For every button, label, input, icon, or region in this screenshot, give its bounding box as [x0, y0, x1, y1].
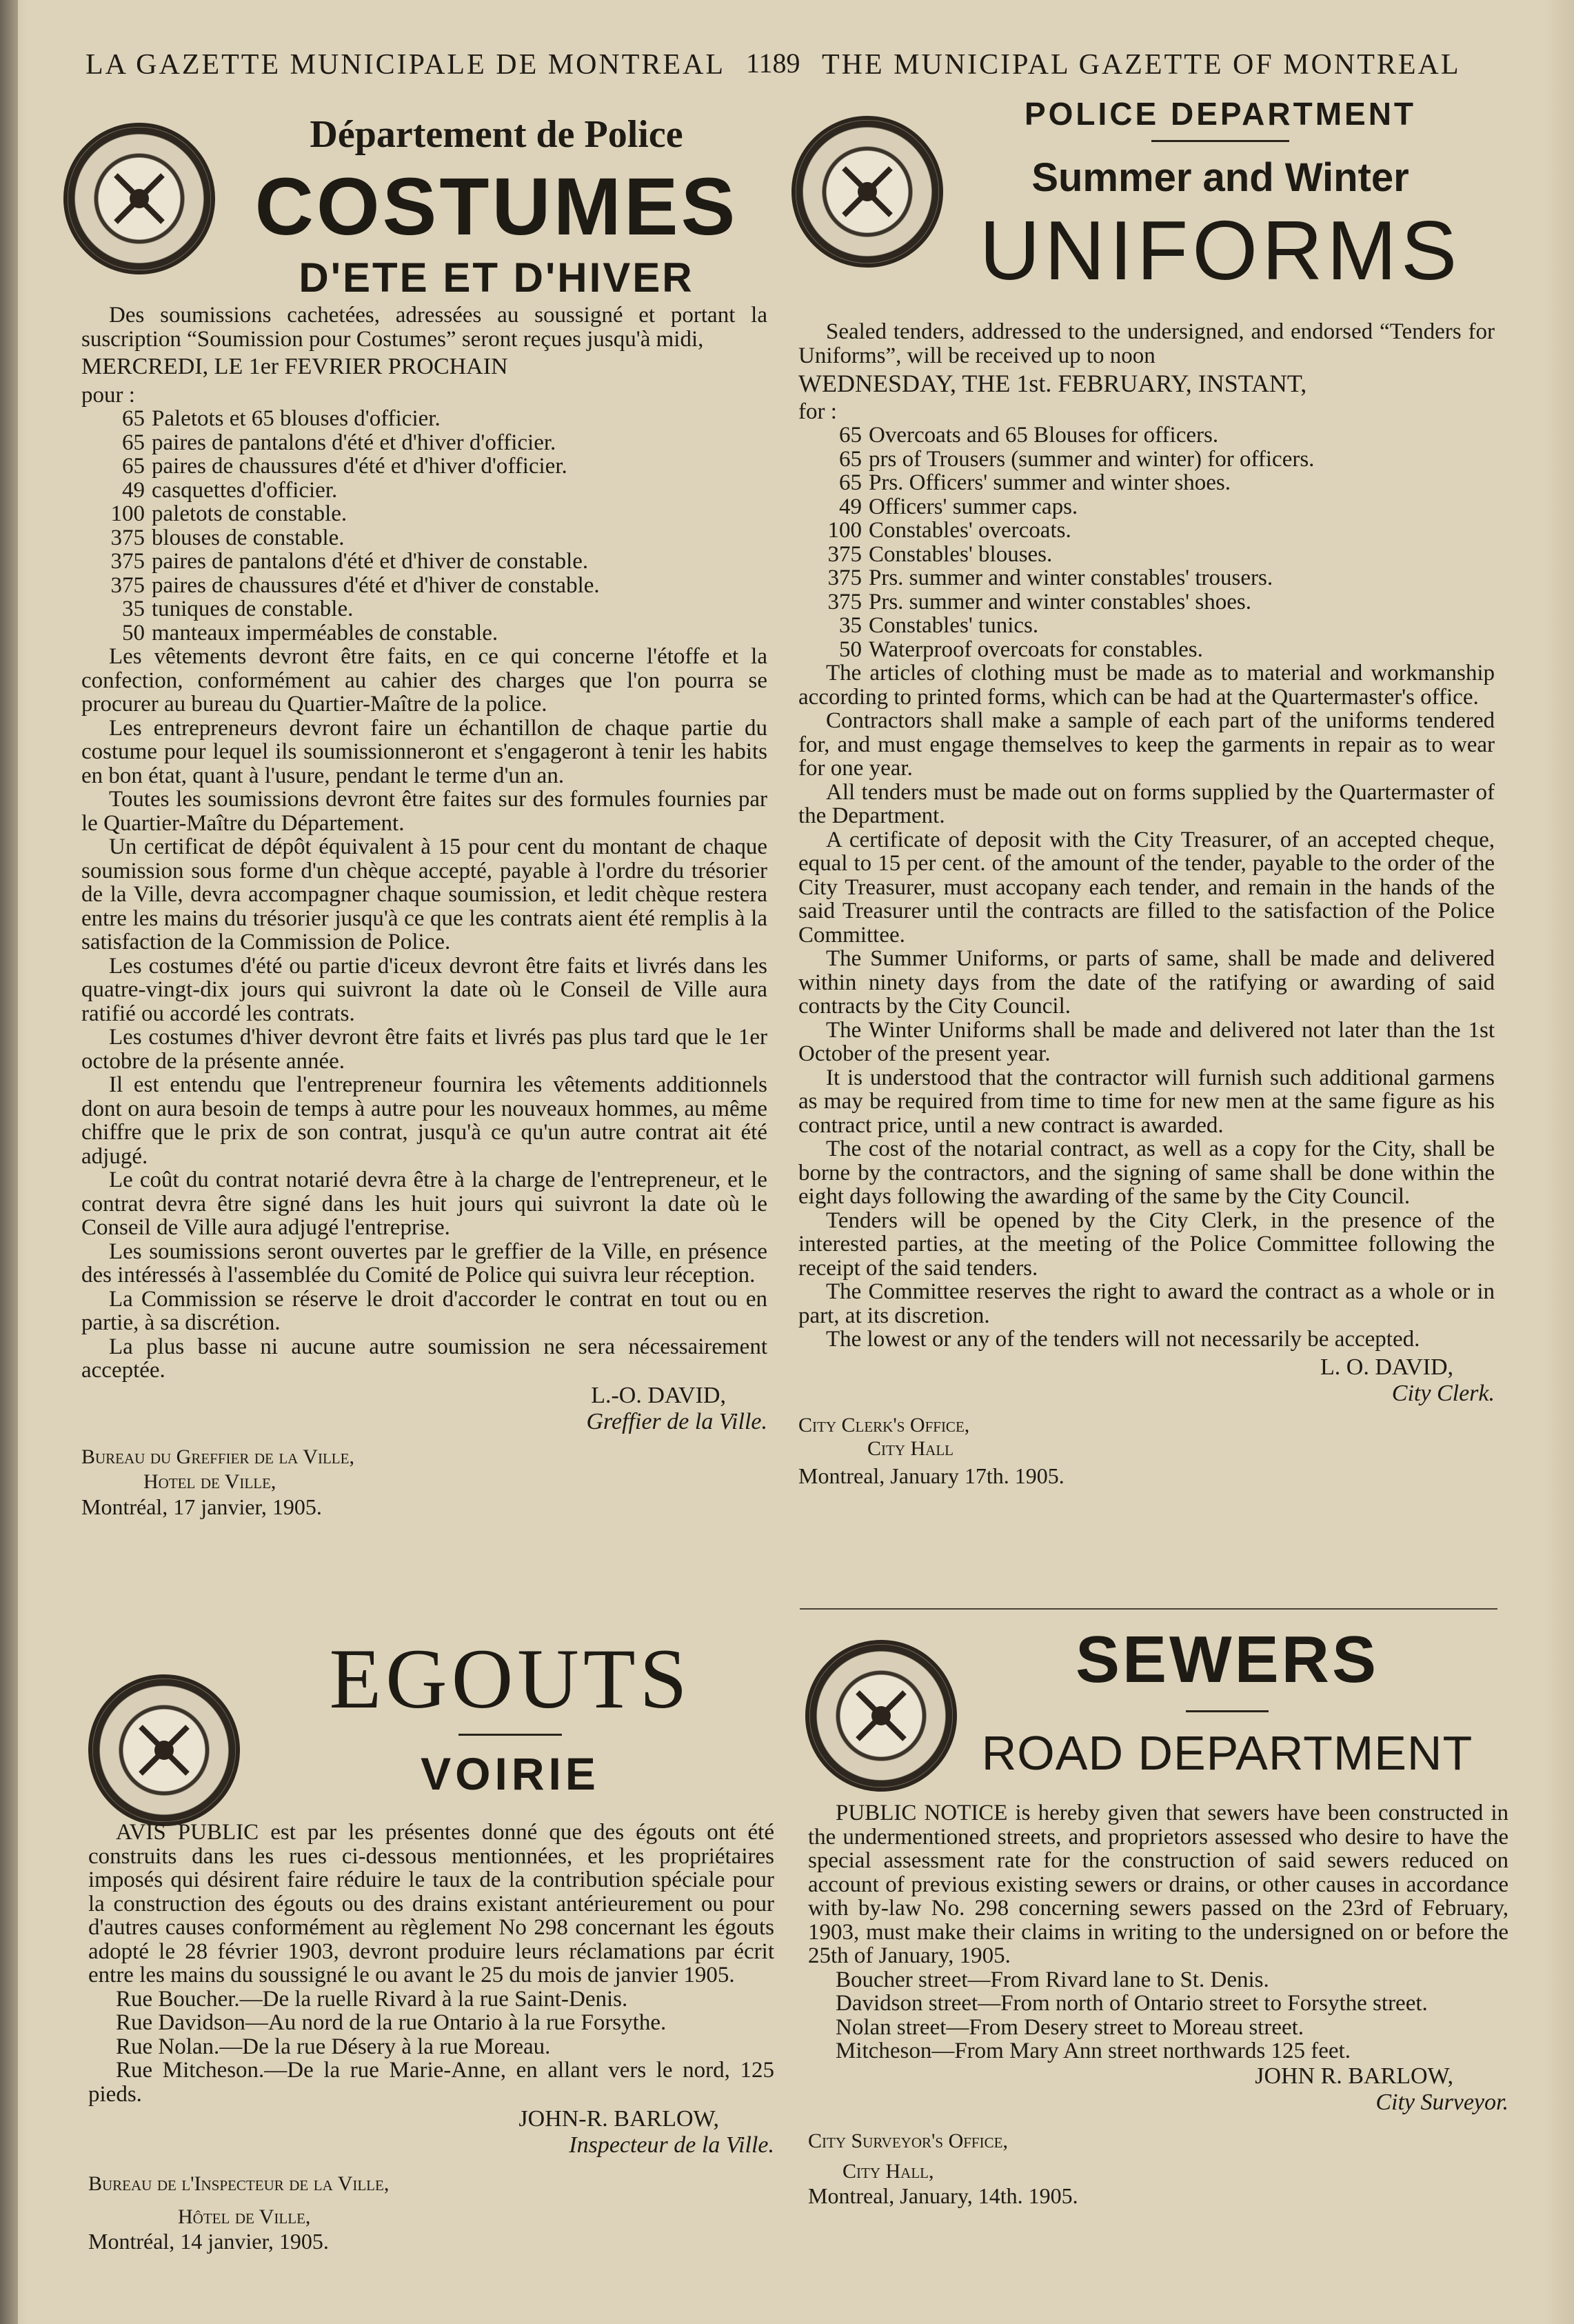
body-paragraph: All tenders must be made out on forms supplied by the Quartermaster of the Department. — [798, 779, 1495, 828]
costumes-title: COSTUMES — [254, 161, 738, 252]
department-title: POLICE DEPARTMENT — [1024, 96, 1417, 132]
list-item: 49 Officers' summer caps. — [839, 494, 1078, 519]
divider-rule — [1151, 140, 1289, 142]
list-item: 65 Prs. Officers' summer and winter shoes. — [839, 470, 1231, 495]
body-paragraph: The articles of clothing must be made as to material and workmanship according to printed forms, which can be had at the Quartermaster's office. — [798, 661, 1495, 710]
uniforms-pre-title: Summer and Winter — [1031, 155, 1409, 200]
page-number: 1189 — [746, 48, 800, 79]
police-en-heading — [945, 93, 1496, 295]
list-item: 49 casquettes d'officier. — [122, 477, 338, 503]
office-name: Bureau de l'Inspecteur de la Ville, — [88, 2172, 390, 2195]
police-fr-body — [81, 303, 767, 1519]
body-paragraph: Il est entendu que l'entrepreneur fournira les vêtements additionnels dont on aura besoin de temps à autre pour les nouveaux hommes, au même chiffre que le prix de son contrat, jusqu'à ce qu'un autre contrat ait été adjugé. — [81, 1072, 767, 1169]
deadline-date: WEDNESDAY, THE 1st. FEBRUARY, INSTANT, — [798, 370, 1307, 397]
sewers-heading — [965, 1619, 1489, 1785]
body-paragraph: Le coût du contrat notarié devra être à la charge de l'entrepreneur, et le contrat devra être signé dans les huit jours qui suivront la date où le Conseil de Ville aura adjugé l'entreprise. — [81, 1168, 767, 1240]
items-label: for : — [798, 399, 837, 424]
signature-title: City Surveyor. — [1375, 2089, 1509, 2115]
street-item: Nolan street—From Desery street to Moreau street. — [836, 2014, 1304, 2040]
body-paragraph: La Commission se réserve le droit d'accorder le contrat en tout ou en partie, à sa discrétion. — [81, 1286, 767, 1335]
signature-title: Inspecteur de la Ville. — [569, 2132, 774, 2158]
list-item: 65 Paletots et 65 blouses d'officier. — [122, 406, 441, 431]
intro-paragraph: AVIS PUBLIC est par les présentes donné que des égouts ont été construits dans les rues ci-dessous mentionnées, et les propriétaires imposés qui désirent faire réduire le taux de la contribution spéciale pour la construction des égouts ou des drains existant antérieurement ou pour d'autres causes conformément au règlement No 298 concernant les égouts adopté le 28 février 1903, devront produire leurs réclamations par écrit entre les mains du soussigné le ou avant le 25 du mois de janvier 1905. — [88, 1820, 774, 1987]
costumes-subtitle: D'ETE ET D'HIVER — [299, 254, 694, 301]
city-seal-icon — [791, 116, 943, 268]
body-paragraph: The Committee reserves the right to award the contract as a whole or in part, at its discretion. — [798, 1279, 1495, 1328]
list-item: 35 Constables' tunics. — [839, 613, 1039, 638]
body-paragraph: The cost of the notarial contract, as well as a copy for the City, shall be borne by the contractors, and the signing of same shall be done within the eight days following the awarding of the same by the City Council. — [798, 1136, 1495, 1209]
city-seal-icon — [805, 1640, 957, 1792]
city-seal-icon — [63, 123, 215, 274]
body-paragraph: Contractors shall make a sample of each part of the uniforms tendered for, and must engage themselves to keep the garments in repair as to wear for one year. — [798, 708, 1495, 781]
street-item: Rue Nolan.—De la rue Désery à la rue Moreau. — [116, 2034, 551, 2059]
street-item: Boucher street—From Rivard lane to St. Denis. — [836, 1967, 1269, 1992]
sewers-body — [808, 1801, 1509, 2208]
signature-title: Greffier de la Ville. — [586, 1408, 767, 1434]
office-building: Hôtel de Ville, — [178, 2205, 311, 2228]
list-item: 50 Waterproof overcoats for constables. — [839, 637, 1203, 662]
list-item: 375 paires de chaussures d'été et d'hiver de constable. — [110, 572, 600, 598]
items-list — [798, 423, 1495, 661]
body-paragraph: Les costumes d'hiver devront être faits et livrés pas plus tard que le 1er octobre de la présente année. — [81, 1025, 767, 1074]
list-item: 65 prs of Trousers (summer and winter) for officers. — [839, 446, 1315, 472]
signature-name: L.-O. DAVID, — [591, 1382, 726, 1408]
items-list — [81, 407, 767, 645]
body-paragraph: Les vêtements devront être faits, en ce qui concerne l'étoffe et la confection, conformément au cahier des charges que l'on pourra se procurer au bureau du Quartier-Maître de la police. — [81, 644, 767, 717]
list-item: 100 paletots de constable. — [110, 501, 347, 526]
office-date: Montréal, 14 janvier, 1905. — [88, 2229, 329, 2254]
section-divider — [800, 1608, 1497, 1610]
office-name: City Clerk's Office, — [798, 1413, 970, 1436]
office-name: Bureau du Greffier de la Ville, — [81, 1445, 354, 1468]
office-building: Hotel de Ville, — [143, 1470, 276, 1493]
police-fr-heading — [221, 107, 772, 303]
egouts-title: EGOUTS — [329, 1632, 692, 1726]
signature-name: L. O. DAVID, — [1320, 1354, 1453, 1380]
body-paragraph: Tenders will be opened by the City Clerk, in the presence of the interested parties, at the meeting of the Police Committee following the receipt of the said tenders. — [798, 1208, 1495, 1281]
list-item: 100 Constables' overcoats. — [827, 518, 1071, 543]
intro-paragraph: Des soumissions cachetées, adressées au soussigné et portant la suscription “Soumission pour Costumes” seront reçues jusqu'à midi, — [81, 303, 767, 352]
intro-paragraph: Sealed tenders, addressed to the undersigned, and endorsed “Tenders for Uniforms”, will be received up to noon — [798, 319, 1495, 368]
office-building: City Hall, — [843, 2159, 934, 2183]
street-item: Mitcheson—From Mary Ann street northwards 125 feet. — [836, 2038, 1351, 2063]
list-item: 375 blouses de constable. — [110, 525, 345, 550]
list-item: 375 Constables' blouses. — [827, 541, 1053, 567]
egouts-subtitle: VOIRIE — [421, 1748, 600, 1799]
body-paragraph: Toutes les soumissions devront être faites sur des formules fournies par le Quartier-Maître du Département. — [81, 787, 767, 836]
signature-title: City Clerk. — [1391, 1380, 1495, 1406]
department-title: Département de Police — [310, 113, 683, 156]
list-item: 65 Overcoats and 65 Blouses for officers. — [839, 423, 1219, 448]
intro-paragraph: PUBLIC NOTICE is hereby given that sewers have been constructed in the undermentioned streets, and proprietors assessed who desire to have the special assessment rate for the construction of said sewers reduced on account of previous existing sewers or drains, or other causes in accordance with by-law No. 298 concerning sewers passed on the 23rd of February, 1903, must make their claims in writing to the undersigned on or before the 25th of January, 1905. — [808, 1801, 1509, 1968]
body-paragraph: The lowest or any of the tenders will not necessarily be accepted. — [826, 1327, 1420, 1352]
list-item: 375 Prs. summer and winter constables' shoes. — [827, 589, 1251, 614]
list-item: 65 paires de pantalons d'été et d'hiver d'officier. — [122, 430, 556, 455]
egouts-body — [88, 1821, 774, 2254]
body-paragraph: It is understood that the contractor will furnish such additional garmens as may be required from time to time for new men at the same figure as his contract price, until a new contract is awarded. — [798, 1065, 1495, 1138]
city-seal-icon — [88, 1674, 240, 1826]
body-paragraph: Les costumes d'été ou partie d'iceux devront être faits et livrés dans les quatre-vingt-dix jours qui suivront la date où le Conseil de Ville aura ratifié ou accordé les contrats. — [81, 953, 767, 1026]
street-item: Davidson street—From north of Ontario street to Forsythe street. — [836, 1991, 1428, 2016]
signature-name: JOHN-R. BARLOW, — [518, 2106, 719, 2132]
list-item: 50 manteaux imperméables de constable. — [122, 620, 498, 645]
street-item: Rue Davidson—Au nord de la rue Ontario à la rue Forsythe. — [116, 2010, 667, 2035]
list-item: 375 Prs. summer and winter constables' trousers. — [827, 565, 1273, 590]
uniforms-title: UNIFORMS — [979, 203, 1462, 297]
deadline-date: MERCREDI, LE 1er FEVRIER PROCHAIN — [81, 354, 508, 379]
list-item: 65 paires de chaussures d'été et d'hiver d'officier. — [122, 454, 567, 479]
body-paragraph: The Summer Uniforms, or parts of same, shall be made and delivered within ninety days from the date of the ratifying or awarding of said contracts by the City Council. — [798, 946, 1495, 1019]
body-paragraph: Les soumissions seront ouvertes par le greffier de la Ville, en présence des intéressés à l'assemblée du Comité de Police qui suivra leur réception. — [81, 1239, 767, 1288]
signature-name: JOHN R. BARLOW, — [1255, 2063, 1453, 2089]
sewers-subtitle: ROAD DEPARTMENT — [981, 1726, 1473, 1780]
office-date: Montreal, January 17th. 1905. — [798, 1463, 1065, 1488]
list-item: 35 tuniques de constable. — [122, 597, 354, 621]
items-label: pour : — [81, 382, 135, 408]
body-paragraph: Les entrepreneurs devront faire un échantillon de chaque partie du costume pour lequel ils soumissionneront et s'engageront à tenir les habits en bon état, quant à l'usure, pendant le terme d'un an. — [81, 715, 767, 788]
body-paragraph: The Winter Uniforms shall be made and delivered not later than the 1st October of the present year. — [798, 1017, 1495, 1066]
egouts-heading — [255, 1627, 765, 1805]
body-paragraph: Un certificat de dépôt équivalent à 15 pour cent du montant de chaque soumission sous forme d'un chèque accepté, payable à l'ordre du trésorier de la Ville, devra accompagner chaque soumission, et ledit chèque restera entre les mains du trésorier jusqu'à ce que les contrats aient été remplis à la satisfaction de la Commission de Police. — [81, 834, 767, 954]
street-item: Rue Boucher.—De la ruelle Rivard à la rue Saint-Denis. — [116, 1986, 628, 2012]
street-item: Rue Mitcheson.—De la rue Marie-Anne, en allant vers le nord, 125 pieds. — [88, 2058, 774, 2107]
office-date: Montréal, 17 janvier, 1905. — [81, 1494, 322, 1519]
divider-rule — [1186, 1710, 1269, 1712]
header-left: LA GAZETTE MUNICIPALE DE MONTREAL — [85, 49, 726, 81]
body-paragraph: La plus basse ni aucune autre soumission ne sera nécessairement acceptée. — [81, 1334, 767, 1383]
header-right: THE MUNICIPAL GAZETTE OF MONTREAL — [822, 49, 1461, 81]
divider-rule — [458, 1734, 562, 1736]
office-building: City Hall — [867, 1436, 954, 1460]
police-en-body — [798, 320, 1495, 1488]
list-item: 375 paires de pantalons d'été et d'hiver de constable. — [110, 549, 589, 574]
sewers-title: SEWERS — [1075, 1623, 1380, 1696]
binding-gutter — [0, 0, 18, 2324]
body-paragraph: A certificate of deposit with the City Treasurer, of an accepted cheque, equal to 15 per cent. of the amount of the tender, payable to the order of the City Treasurer, must accopany each tender, and remain in the hands of the said Treasurer until the contracts are filled to the satisfaction of the Police Committee. — [798, 827, 1495, 948]
office-date: Montreal, January, 14th. 1905. — [808, 2183, 1078, 2208]
office-name: City Surveyor's Office, — [808, 2129, 1008, 2152]
